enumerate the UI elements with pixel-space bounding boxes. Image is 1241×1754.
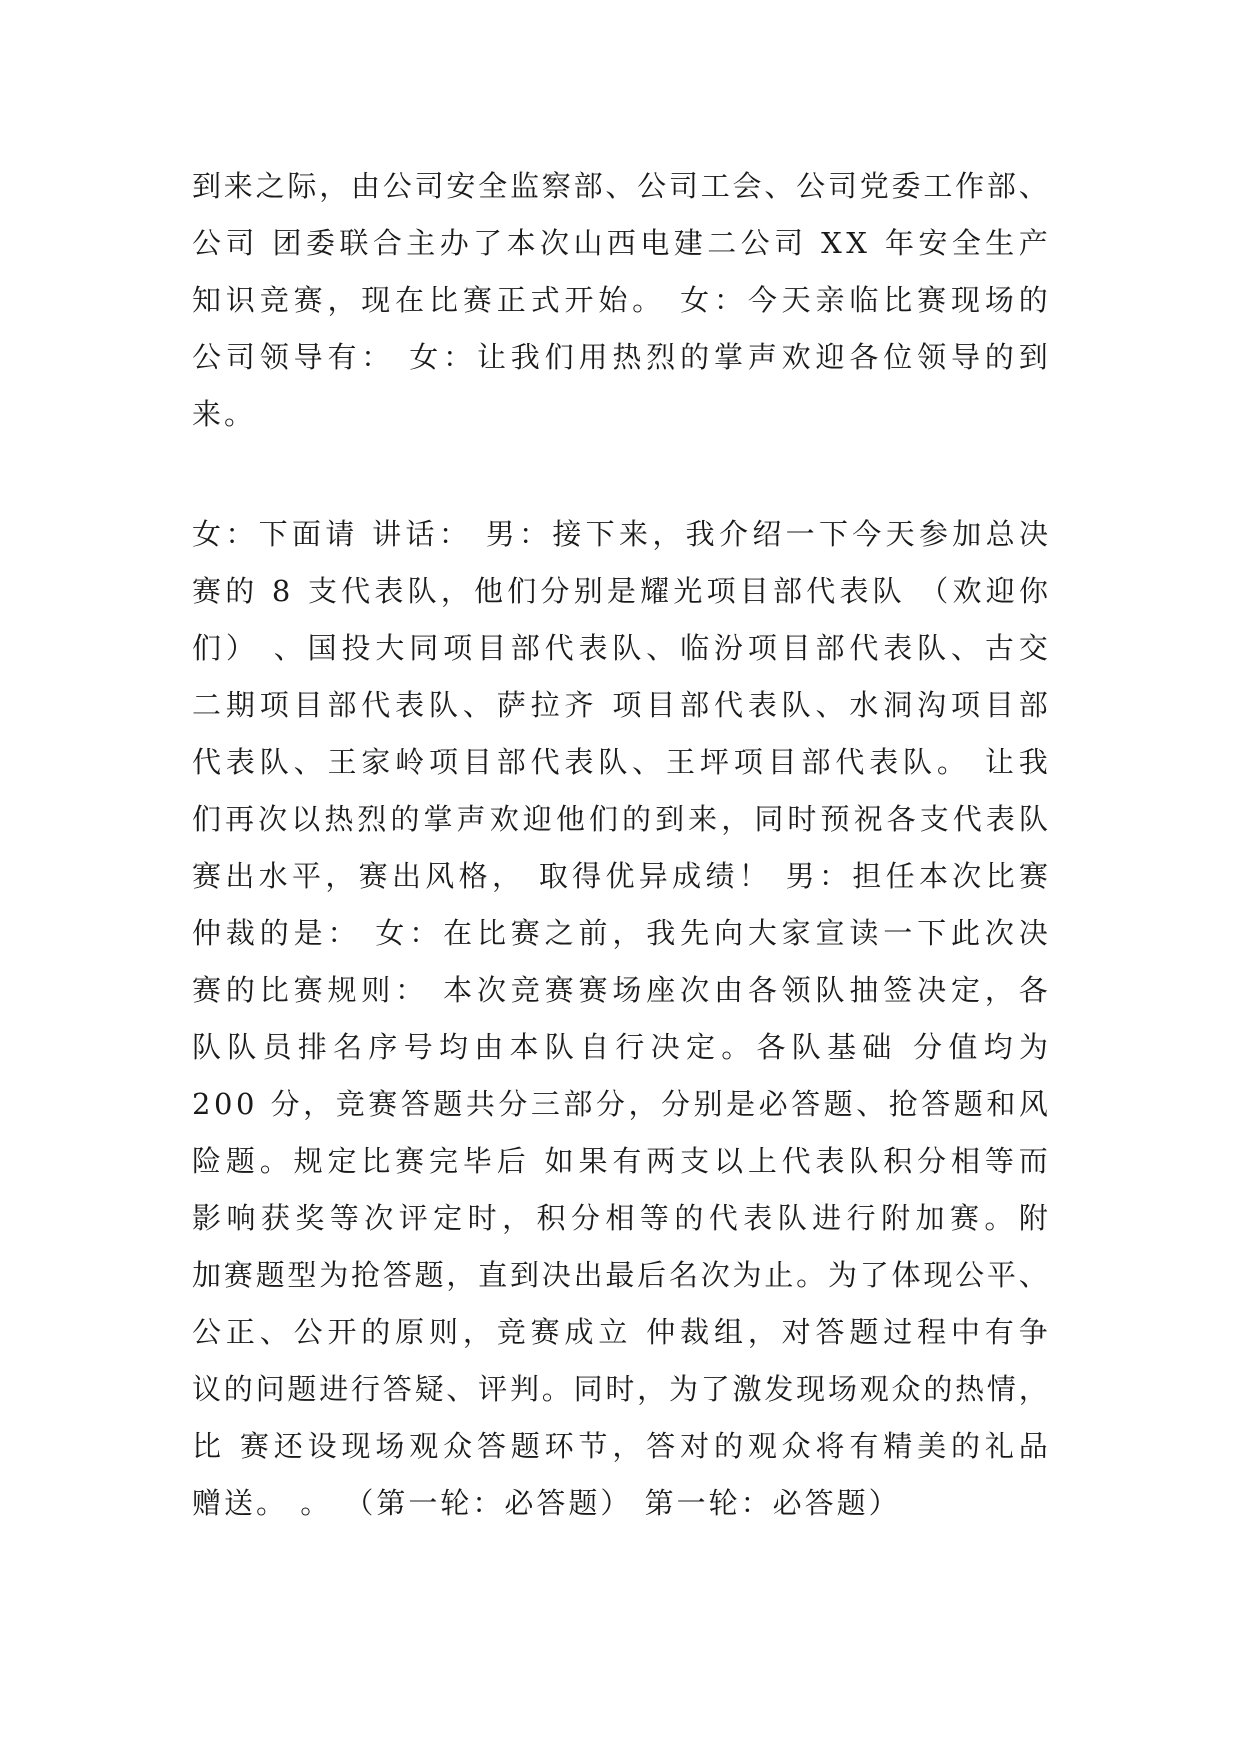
- text-line: 赛 的 8 支 代 表 队 ， 他 们 分 别 是 耀 光 项 目 部 代 表 队 （ 欢 迎 你: [192, 574, 1048, 608]
- text-line: 们 再 次 以 热 烈 的 掌 声 欢 迎 他 们 的 到 来 ， 同 时 预 祝 各 支 代 表 队: [192, 802, 1048, 836]
- text-line: 赛 出 水 平 ， 赛 出 风 格 ， 取 得 优 异 成 绩 ！ 男 ： 担 任 本 次 比 赛: [192, 859, 1048, 893]
- text-line: 影 响 获 奖 等 次 评 定 时 ， 积 分 相 等 的 代 表 队 进 行 附 加 赛 。 附: [192, 1201, 1048, 1235]
- paragraph: [192, 506, 1048, 1532]
- text-line: 公 正 、 公 开 的 原 则 ， 竞 赛 成 立 仲 裁 组 ， 对 答 题 过 程 中 有 争: [192, 1315, 1048, 1349]
- text-line: 议 的 问 题 进 行 答 疑 、 评 判 。 同 时 ， 为 了 激 发 现 场 观 众 的 热 情 ，: [192, 1372, 1048, 1406]
- text-line: 赛 的 比 赛 规 则 ： 本 次 竞 赛 赛 场 座 次 由 各 领 队 抽 签 决 定 ， 各: [192, 973, 1048, 1007]
- text-line: 代 表 队 、 王 家 岭 项 目 部 代 表 队 、 王 坪 项 目 部 代 表 队 。 让 我: [192, 745, 1048, 779]
- text-line: 队 队 员 排 名 序 号 均 由 本 队 自 行 决 定 。 各 队 基 础 分 值 均 为: [192, 1030, 1048, 1064]
- paragraph: [192, 158, 1048, 443]
- text-line: 加 赛 题 型 为 抢 答 题 ， 直 到 决 出 最 后 名 次 为 止 。 为 了 体 现 公 平 、: [192, 1258, 1048, 1292]
- text-line: 们 ） 、 国 投 大 同 项 目 部 代 表 队 、 临 汾 项 目 部 代 表 队 、 古 交: [192, 631, 1048, 665]
- text-line: 赠送。 。 （第一轮：必答题） 第一轮：必答题）: [192, 1486, 901, 1520]
- text-line: 女 ： 下 面 请 讲 话 ： 男 ： 接 下 来 ， 我 介 绍 一 下 今 天 参 加 总 决: [192, 517, 1048, 551]
- text-line: 到 来 之 际 ， 由 公 司 安 全 监 察 部 、 公 司 工 会 、 公 司 党 委 工 作 部 、: [192, 169, 1048, 203]
- text-line: 公 司 领 导 有 ： 女 ： 让 我 们 用 热 烈 的 掌 声 欢 迎 各 位 领 导 的 到: [192, 340, 1048, 374]
- text-line: 险 题 。 规 定 比 赛 完 毕 后 如 果 有 两 支 以 上 代 表 队 积 分 相 等 而: [192, 1144, 1048, 1178]
- text-line: 知 识 竞 赛 ， 现 在 比 赛 正 式 开 始 。 女 ： 今 天 亲 临 比 赛 现 场 的: [192, 283, 1048, 317]
- text-line: 公 司 团 委 联 合 主 办 了 本 次 山 西 电 建 二 公 司 X X 年 安 全 生 产: [192, 226, 1048, 260]
- text-line: 仲 裁 的 是 ： 女 ： 在 比 赛 之 前 ， 我 先 向 大 家 宣 读 一 下 此 次 决: [192, 916, 1048, 950]
- text-line: 来。: [192, 397, 257, 431]
- text-line: 二 期 项 目 部 代 表 队 、 萨 拉 齐 项 目 部 代 表 队 、 水 洞 沟 项 目 部: [192, 688, 1048, 722]
- text-line: 2 0 0 分 ， 竞 赛 答 题 共 分 三 部 分 ， 分 别 是 必 答 题 、 抢 答 题 和 风: [192, 1087, 1048, 1121]
- text-line: 比 赛 还 设 现 场 观 众 答 题 环 节 ， 答 对 的 观 众 将 有 精 美 的 礼 品: [192, 1429, 1048, 1463]
